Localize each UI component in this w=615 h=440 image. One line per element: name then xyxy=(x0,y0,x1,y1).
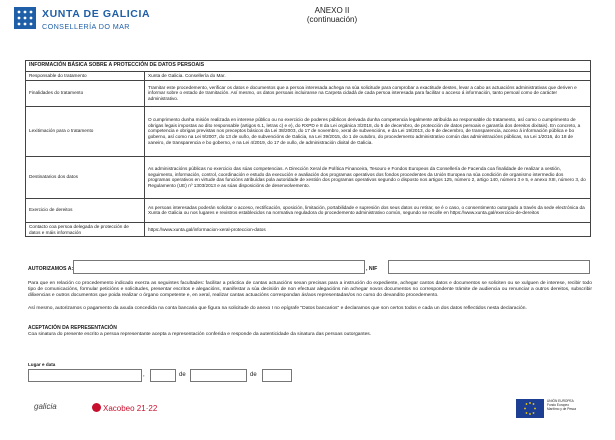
annex-line-2: (continuación) xyxy=(306,15,358,24)
row-text: Xunta de Galicia. Consellería do Mar. xyxy=(145,71,591,80)
authorize-label: AUTORIZAMOS A: xyxy=(28,266,74,272)
table-row xyxy=(26,222,591,237)
eu-flag-icon xyxy=(516,399,544,418)
acceptance-title: ACEPTACIÓN DA REPRESENTACIÓN xyxy=(28,325,117,331)
month-field[interactable] xyxy=(190,369,247,382)
org-name: XUNTA DE GALICIA xyxy=(42,8,151,20)
annex-line-1: ANEXO II xyxy=(314,6,350,15)
row-text: Tramitar este procedemento, verificar os datos e documentos que a persoa interesada achega na súa solicitude para comprobar a exactitude destes, levar a cabo as actuacións administrativas que deriven e informar sobre o estado de tramitación. Así mesmo, os datos persoais incluiranse na Carpeta cidadá de cada persoa interesada para facilitar o acceso á información, tanto persoal como de carácter administrativo. xyxy=(145,80,591,106)
authorization-paragraph: Para que en relación co procedemento indicado exerza as seguintes facultades: facilitar a práctica de cantas actuacións sexan precisas para a instrución do expediente, achegar cantos datos e documentos se soliciten ou se xulguen de interese, recibir todo tipo de comunicacións, formular peticións e solicitudes, presentar escritos e alegacións, manifestar a súa decisión de non efectuar alegacións nin achegar novos documentos no correspondente trámite de audiencia ou renunciar a outros dereitos, subscribir dilixencias e outros documentos que poida realizar o órgano competente e, en xeral, realizar cantas actuacións correspondan ás/aos representadas/os no curso do devandito procedemento. xyxy=(28,281,592,298)
nif-field[interactable] xyxy=(388,260,590,274)
acceptance-text: Coa sinatura do presente escrito a persoa representante acepta a representación conferida e responde da autenticidade da sinatura das persoas outorgantes. xyxy=(28,332,372,337)
table-row xyxy=(26,198,591,222)
row-label: Responsable do tratamento xyxy=(26,71,145,80)
xacobeo-icon xyxy=(92,403,101,412)
table-row xyxy=(26,156,591,198)
table-row xyxy=(26,71,591,80)
year-field[interactable] xyxy=(262,369,292,382)
annex-title xyxy=(282,6,382,24)
row-text: O cumprimento dunha misión realizada en interese público ou no exercicio de poderes públicos derivada dunha competencia legalmente atribuída ao responsable do tratamento, así como o cumprimento de obrigas legais impostas ao dito responsable (artigos 6.1, letras c) e e), do RXPD e 8 da Lei orgánica 3/2018, do 5 de decembro, de protección de datos persoais e garantía dos dereitos dixitais). En concreto, a competencia e obrigas previstas nos preceptos básicos da Lei 38/2003, do 17 de novembro, xeral de subvencións, e da Lei 19/2013, do 9 de decembro, de transparencia, acceso á información pública e bo goberno, así como na Lei 9/2007, do 13 de xuño, de subvencións de Galicia, na Lei 39/2015, do 1 de outubro, do procedemento administrativo común das administracións públicas, na Lei 1/2016, do 18 de xaneiro, de transparencia e bo goberno, e na Lei 4/2019, do 17 de xullo, de administración dixital de Galicia. xyxy=(145,106,591,156)
table-row xyxy=(26,106,591,156)
data-protection-table xyxy=(25,60,591,237)
place-field[interactable] xyxy=(28,369,142,382)
day-field[interactable] xyxy=(150,369,176,382)
table-row xyxy=(26,80,591,106)
row-text: As administracións públicas no exercicio das súas competencias. A Dirección Xeral de Política Financeira, Tesouro e Fondos Europeos da Consellería de Facenda coa finalidade de realizar a xestión, seguimento, información, control, coordinación e estudo da execución e avaliación dos programas operativos dos fondos procedentes da Unión Europea na súa condición de organismo intermedio dos programas operativos en virtude das funcións atribuídas pola autoridade de xestión dos programas operativos segundo o disposto nos artigos 125, número 2, artigo 140, número 3 e 5, e anexo XIII, número 3, do Regulamento (UE) nº 1303/2013 e as súas disposicións de desenvolvemento. xyxy=(145,156,591,198)
row-text: As persoas interesadas poderán solicitar o acceso, rectificación, oposición, limitación, portabilidade e supresión dos seus datos ou retirar, se é o caso, o consentimento outorgado a través da sede electrónica da Xunta de Galicia ou nos lugares e rexistros establecidos na normativa reguladora do procedemento administrativo común, segundo se recolle en https://www.xunta.gal/exercicio-de-dereitos xyxy=(145,198,591,222)
eu-fund-label xyxy=(547,399,597,411)
eu-line-3: Marítimo y de Pesca xyxy=(547,407,577,411)
table-title: INFORMACIÓN BÁSICA SOBRE A PROTECCIÓN DE DATOS PERSOAIS xyxy=(26,61,591,72)
row-label: Finalidades do tratamento xyxy=(26,80,145,106)
xacobeo-logo: Xacobeo 21·22 xyxy=(103,404,158,413)
eu-line-2: Fondo Europeo xyxy=(547,403,569,407)
de-label-1: de xyxy=(179,372,186,378)
row-label: Destinatarios dos datos xyxy=(26,156,145,198)
comma-separator: , xyxy=(143,372,145,378)
payment-paragraph: Así mesmo, autorizamos o pagamento da axuda concedida na conta bancaria que figura na solicitude do anexo I no epígrafe "Datos bancarios" e declaramos que son certos todos e cada un dos datos reflectidos nesta declaración. xyxy=(28,306,527,311)
row-label: Lexitimación para o tratamento xyxy=(26,106,145,156)
row-label: Exercicio de dereitos xyxy=(26,198,145,222)
nif-label: , NIF xyxy=(366,266,378,272)
authorized-name-field[interactable] xyxy=(73,260,365,274)
xunta-emblem-icon xyxy=(14,7,36,29)
row-text: https://www.xunta.gal/informacion-xeral-proteccion-datos xyxy=(145,222,591,237)
row-label: Contacto coa persoa delegada de protección de datos e máis información xyxy=(26,222,145,237)
de-label-2: de xyxy=(250,372,257,378)
place-date-label: Lugar e data xyxy=(28,362,56,367)
eu-line-1: UNIÓN EUROPEA xyxy=(547,399,574,403)
galicia-logo: galicia xyxy=(34,402,57,411)
department-name: CONSELLERÍA DO MAR xyxy=(42,22,130,31)
